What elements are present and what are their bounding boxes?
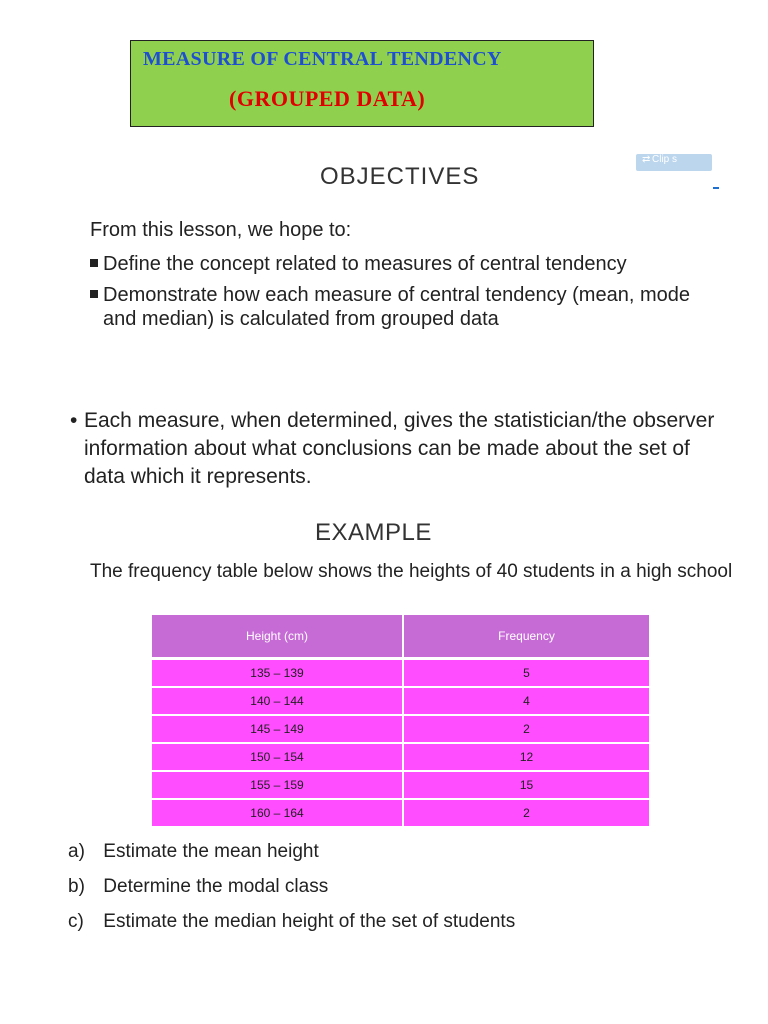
title-box [130, 40, 594, 127]
clip-button[interactable] [636, 154, 712, 171]
question-label: c) [68, 911, 84, 932]
paragraph-text: Each measure, when determined, gives the statistician/the observer information about what conclusions can be made about the set of data which it represents. [84, 409, 715, 488]
table-row [152, 743, 649, 771]
square-bullet-icon [90, 259, 98, 267]
column-header-frequency: Frequency [403, 615, 649, 659]
table-row [152, 799, 649, 827]
height-cell: 155 – 159 [152, 771, 403, 799]
question-label: a) [68, 841, 85, 862]
objectives-list [88, 252, 718, 338]
frequency-cell: 12 [403, 743, 649, 771]
clip-button-label: Clip s [652, 154, 678, 165]
question-item [68, 909, 515, 944]
objectives-heading: OBJECTIVES [320, 163, 480, 190]
link-underline-mark [713, 187, 719, 189]
question-text: Determine the modal class [103, 876, 329, 897]
height-cell: 150 – 154 [152, 743, 403, 771]
objective-item [88, 252, 718, 276]
frequency-cell: 2 [403, 715, 649, 743]
example-heading: EXAMPLE [315, 519, 432, 546]
page-subtitle: (GROUPED DATA) [229, 86, 426, 111]
frequency-cell: 2 [403, 799, 649, 827]
frequency-cell: 5 [403, 659, 649, 688]
table-row [152, 687, 649, 715]
column-header-height: Height (cm) [152, 615, 403, 659]
objective-item [88, 283, 718, 331]
example-description: The frequency table below shows the heights of 40 students in a high school [90, 561, 733, 582]
page-title: MEASURE OF CENTRAL TENDENCY [143, 48, 502, 70]
height-cell: 135 – 139 [152, 659, 403, 688]
questions-list [68, 839, 515, 944]
frequency-cell: 15 [403, 771, 649, 799]
clip-icon: ⇄ [642, 154, 651, 165]
objective-text: Define the concept related to measures of central tendency [103, 253, 627, 275]
bullet-dot-icon: • [70, 409, 78, 432]
height-cell: 140 – 144 [152, 687, 403, 715]
frequency-cell: 4 [403, 687, 649, 715]
question-text: Estimate the mean height [103, 841, 319, 862]
question-label: b) [68, 876, 85, 897]
square-bullet-icon [90, 290, 98, 298]
question-item [68, 839, 515, 874]
height-cell: 145 – 149 [152, 715, 403, 743]
question-text: Estimate the median height of the set of students [103, 911, 516, 932]
question-item [68, 874, 515, 909]
objective-text: Demonstrate how each measure of central tendency (mean, mode and median) is calculated from grouped data [103, 284, 690, 330]
measure-paragraph [70, 407, 730, 491]
objectives-intro: From this lesson, we hope to: [90, 219, 352, 241]
table-row [152, 715, 649, 743]
table-row [152, 659, 649, 688]
table-header-row [152, 615, 649, 659]
height-cell: 160 – 164 [152, 799, 403, 827]
table-row [152, 771, 649, 799]
frequency-table [152, 615, 649, 828]
